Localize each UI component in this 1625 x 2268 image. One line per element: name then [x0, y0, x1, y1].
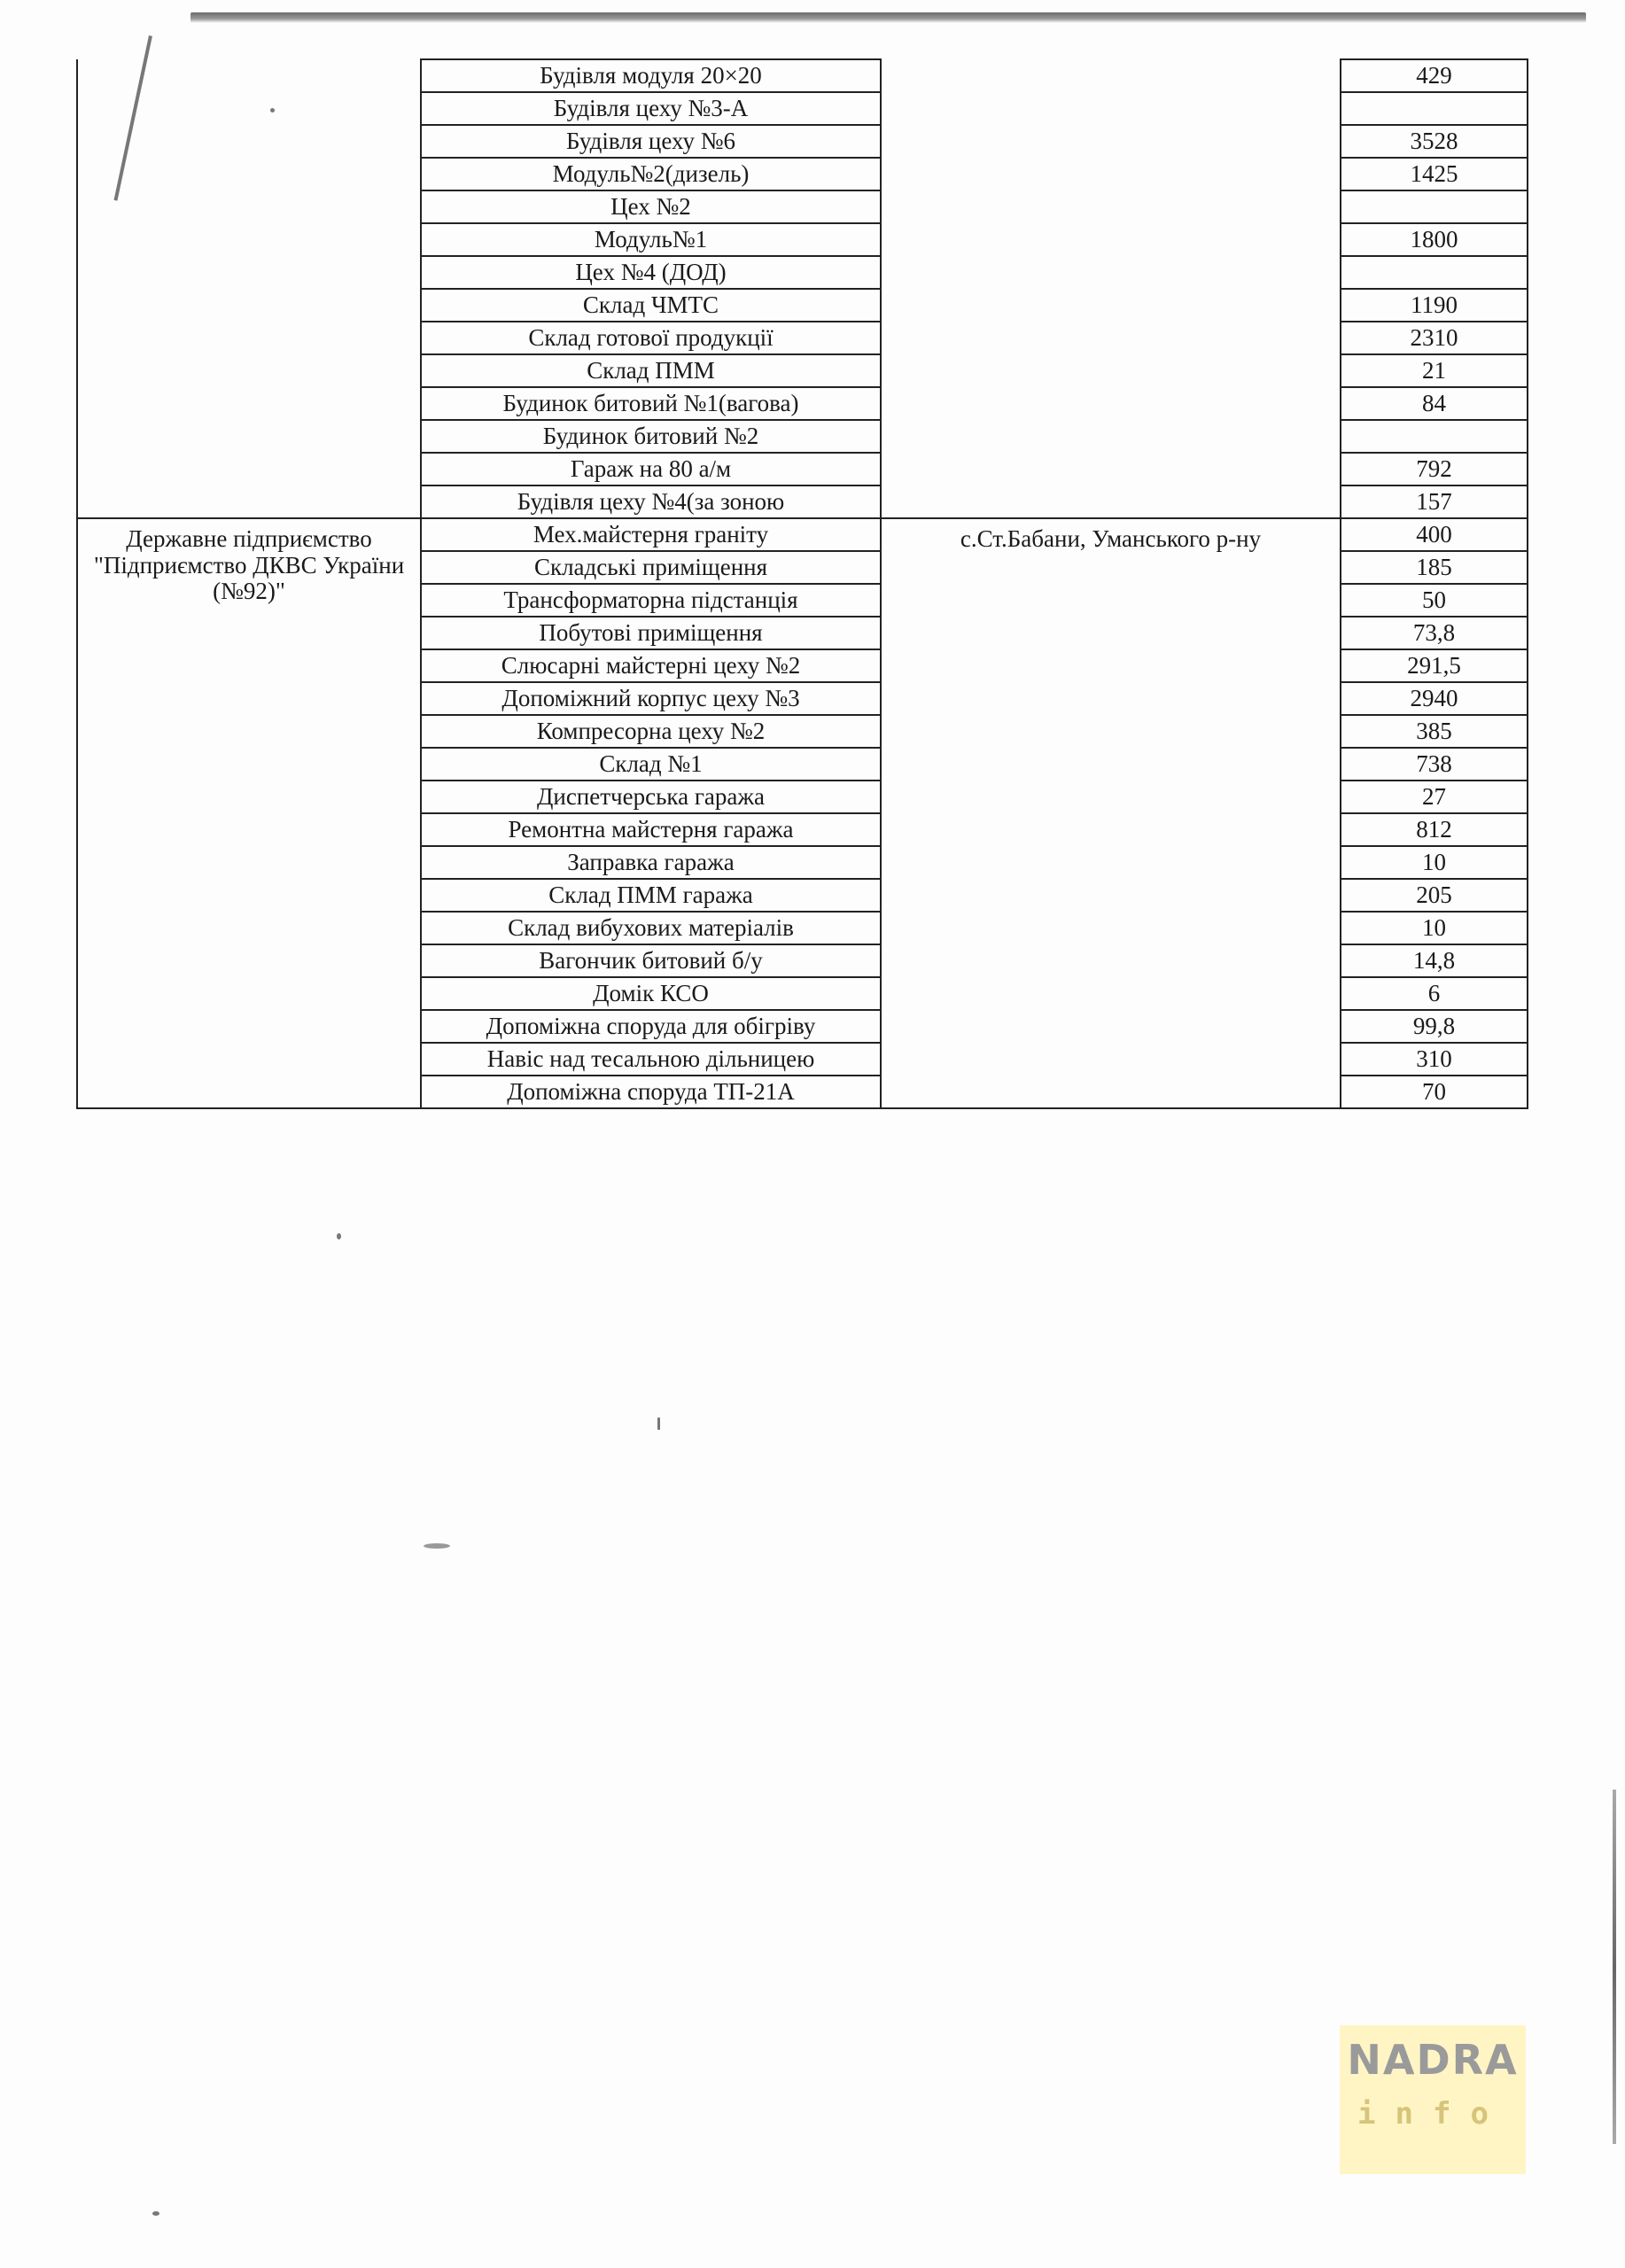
area-value-cell: 738 — [1341, 748, 1528, 781]
area-value-cell: 10 — [1341, 846, 1528, 879]
nadra-info-watermark — [1340, 2025, 1526, 2174]
area-value-cell: 205 — [1341, 879, 1528, 912]
object-name-cell: Трансформаторна підстанція — [421, 584, 881, 617]
scan-shadow-edge — [1613, 1790, 1616, 2144]
area-value-cell: 3528 — [1341, 125, 1528, 158]
object-name-cell: Домік КСО — [421, 977, 881, 1010]
object-name-cell: Навіс над тесальною дільницею — [421, 1043, 881, 1076]
owner-cell: Державне підприємство "Підприємство ДКВС України (№92)" — [77, 518, 421, 1108]
object-name-cell: Допоміжна споруда ТП-21А — [421, 1076, 881, 1108]
area-value-cell: 429 — [1341, 59, 1528, 92]
area-value-cell: 291,5 — [1341, 649, 1528, 682]
location-cell: с.Ст.Бабани, Уманського р-ну — [881, 518, 1341, 1108]
area-value-cell: 2310 — [1341, 322, 1528, 354]
watermark-brand: NADRA — [1347, 2036, 1519, 2084]
area-value-cell: 792 — [1341, 453, 1528, 485]
area-value-cell: 50 — [1341, 584, 1528, 617]
object-name-cell: Побутові приміщення — [421, 617, 881, 649]
scan-speck — [152, 2211, 159, 2216]
object-name-cell: Будинок битовий №2 — [421, 420, 881, 453]
area-value-cell: 1425 — [1341, 158, 1528, 190]
object-name-cell: Гараж на 80 а/м — [421, 453, 881, 485]
area-value-cell: 10 — [1341, 912, 1528, 944]
object-name-cell: Ремонтна майстерня гаража — [421, 813, 881, 846]
location-cell-continued — [881, 59, 1341, 518]
area-value-cell: 1800 — [1341, 223, 1528, 256]
object-name-cell: Склад вибухових матеріалів — [421, 912, 881, 944]
scan-shadow-edge — [190, 12, 1586, 23]
object-name-cell: Склад №1 — [421, 748, 881, 781]
object-name-cell: Складські приміщення — [421, 551, 881, 584]
area-value-cell — [1341, 190, 1528, 223]
object-name-cell: Допоміжний корпус цеху №3 — [421, 682, 881, 715]
area-value-cell: 310 — [1341, 1043, 1528, 1076]
table-row — [77, 518, 1528, 551]
object-name-cell: Мех.майстерня граніту — [421, 518, 881, 551]
watermark-subtext: info — [1357, 2096, 1508, 2132]
object-name-cell: Цех №2 — [421, 190, 881, 223]
area-value-cell: 1190 — [1341, 289, 1528, 322]
property-table — [76, 58, 1528, 1109]
object-name-cell: Склад готової продукції — [421, 322, 881, 354]
area-value-cell: 6 — [1341, 977, 1528, 1010]
area-value-cell: 812 — [1341, 813, 1528, 846]
object-name-cell: Будівля цеху №3-А — [421, 92, 881, 125]
object-name-cell: Заправка гаража — [421, 846, 881, 879]
area-value-cell — [1341, 420, 1528, 453]
object-name-cell: Будівля цеху №4(за зоною — [421, 485, 881, 518]
object-name-cell: Склад ПММ гаража — [421, 879, 881, 912]
area-value-cell — [1341, 92, 1528, 125]
object-name-cell: Будинок битовий №1(вагова) — [421, 387, 881, 420]
table-row — [77, 59, 1528, 92]
object-name-cell: Цех №4 (ДОД) — [421, 256, 881, 289]
area-value-cell: 2940 — [1341, 682, 1528, 715]
object-name-cell: Модуль№2(дизель) — [421, 158, 881, 190]
object-name-cell: Слюсарні майстерні цеху №2 — [421, 649, 881, 682]
area-value-cell: 70 — [1341, 1076, 1528, 1108]
area-value-cell: 157 — [1341, 485, 1528, 518]
area-value-cell: 185 — [1341, 551, 1528, 584]
scan-speck — [657, 1418, 660, 1430]
object-name-cell: Компресорна цеху №2 — [421, 715, 881, 748]
area-value-cell: 73,8 — [1341, 617, 1528, 649]
owner-cell-continued — [77, 59, 421, 518]
object-name-cell: Склад ЧМТС — [421, 289, 881, 322]
object-name-cell: Вагончик битовий б/у — [421, 944, 881, 977]
area-value-cell: 400 — [1341, 518, 1528, 551]
object-name-cell: Будівля цеху №6 — [421, 125, 881, 158]
object-name-cell: Диспетчерська гаража — [421, 781, 881, 813]
area-value-cell — [1341, 256, 1528, 289]
area-value-cell: 14,8 — [1341, 944, 1528, 977]
area-value-cell: 21 — [1341, 354, 1528, 387]
area-value-cell: 385 — [1341, 715, 1528, 748]
object-name-cell: Модуль№1 — [421, 223, 881, 256]
area-value-cell: 99,8 — [1341, 1010, 1528, 1043]
area-value-cell: 84 — [1341, 387, 1528, 420]
area-value-cell: 27 — [1341, 781, 1528, 813]
scan-speck — [337, 1233, 341, 1239]
object-name-cell: Склад ПММ — [421, 354, 881, 387]
object-name-cell: Допоміжна споруда для обігріву — [421, 1010, 881, 1043]
scan-speck — [424, 1543, 450, 1549]
object-name-cell: Будівля модуля 20×20 — [421, 59, 881, 92]
